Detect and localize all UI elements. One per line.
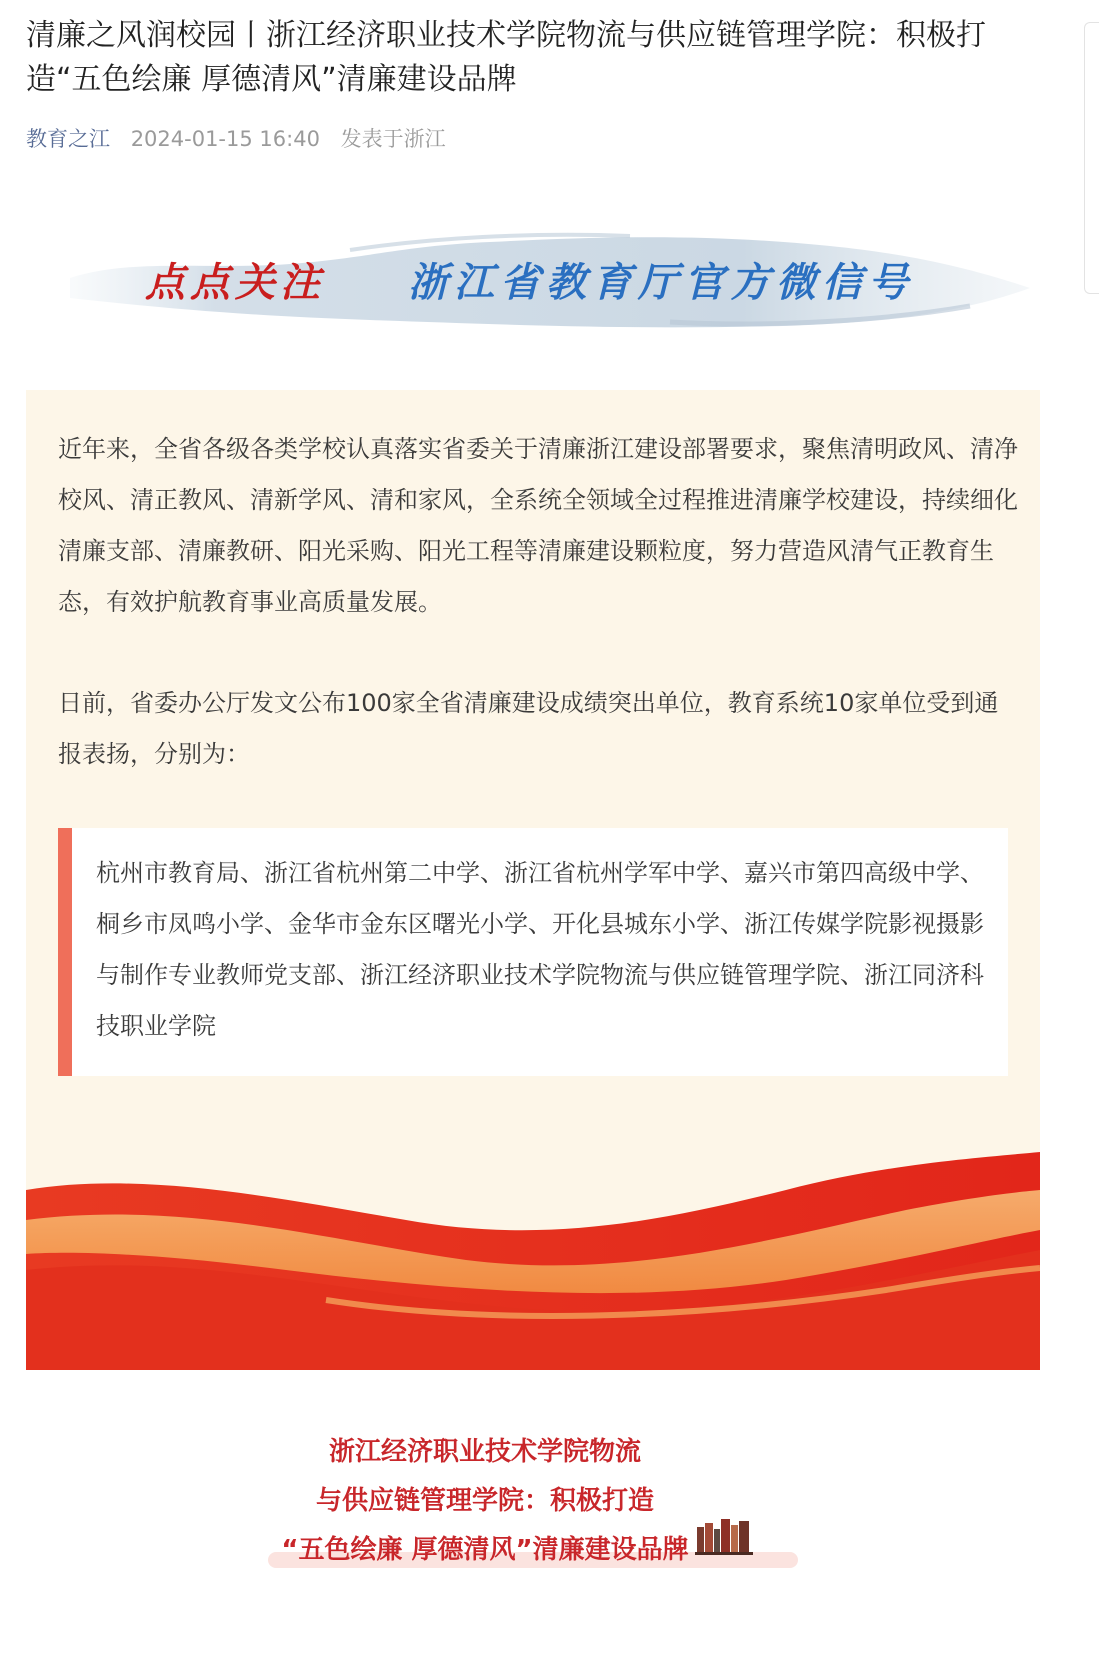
publish-time: 2024-01-15 16:40: [130, 127, 320, 151]
scrollbar-rail[interactable]: [1084, 22, 1099, 294]
books-icon: [695, 1515, 755, 1555]
publish-location: 发表于浙江: [340, 127, 446, 151]
section-heading: [0, 1428, 970, 1575]
author-link[interactable]: 教育之江: [26, 127, 110, 151]
award-list-quote: [58, 828, 1008, 1076]
announcement-paragraph: 日前，省委办公厅发文公布100家全省清廉建设成绩突出单位，教育系统10家单位受到通报表扬，分别为：: [58, 689, 999, 768]
section-heading-line: 与供应链管理学院：积极打造: [315, 1486, 654, 1516]
article-title: 清廉之风润校园丨浙江经济职业技术学院物流与供应链管理学院：积极打造“五色绘廉 厚德清风”清廉建设品牌: [26, 18, 986, 97]
banner-follow-text: 点点关注: [145, 259, 325, 306]
article-meta: [26, 124, 446, 154]
red-wave-decoration: [26, 1150, 1040, 1370]
section-heading-line: 浙江经济职业技术学院物流: [328, 1437, 641, 1467]
section-heading-line: “五色绘廉 厚德清风”清廉建设品牌: [281, 1535, 689, 1565]
award-list-text: 杭州市教育局、浙江省杭州第二中学、浙江省杭州学军中学、嘉兴市第四高级中学、桐乡市凤鸣小学、金华市金东区曙光小学、开化县城东小学、浙江传媒学院影视摄影与制作专业教师党支部、浙江经济职业技术学院物流与供应链管理学院、浙江同济科技职业学院: [96, 859, 984, 1040]
banner-account-text: 浙江省教育厅官方微信号: [408, 259, 914, 306]
intro-paragraph: 近年来，全省各级各类学校认真落实省委关于清廉浙江建设部署要求，聚焦清明政风、清净校风、清正教风、清新学风、清和家风，全系统全领域全过程推进清廉学校建设，持续细化清廉支部、清廉教研、阳光采购、阳光工程等清廉建设颗粒度，努力营造风清气正教育生态，有效护航教育事业高质量发展。: [58, 435, 1018, 616]
